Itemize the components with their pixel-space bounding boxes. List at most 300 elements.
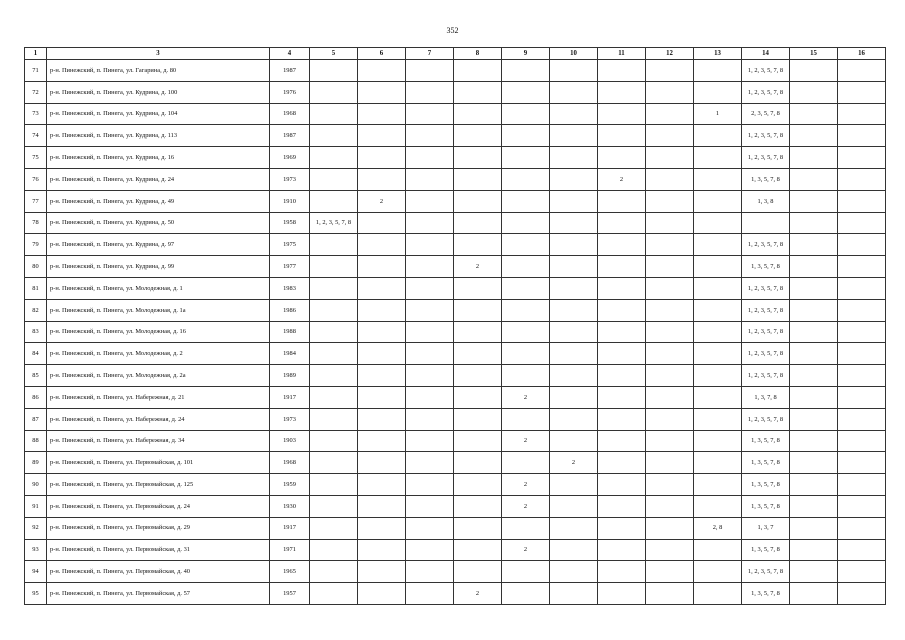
data-cell: [646, 299, 694, 321]
data-cell: [838, 561, 886, 583]
data-cell: [550, 125, 598, 147]
year-cell: 1973: [270, 408, 310, 430]
data-cell: [406, 234, 454, 256]
data-cell: [790, 583, 838, 605]
data-cell: [694, 147, 742, 169]
table-row: [25, 539, 886, 561]
data-cell: [406, 343, 454, 365]
data-cell: [406, 495, 454, 517]
year-cell: 1903: [270, 430, 310, 452]
address-cell: р-н. Пинежский, п. Пинега, ул. Первомайская, д. 29: [47, 517, 270, 539]
data-cell: [598, 256, 646, 278]
column-header: 12: [646, 48, 694, 60]
year-cell: 1917: [270, 517, 310, 539]
data-cell: [406, 256, 454, 278]
data-cell: [598, 474, 646, 496]
data-cell: [502, 60, 550, 82]
data-cell: [454, 561, 502, 583]
data-cell: [838, 539, 886, 561]
data-cell: [310, 583, 358, 605]
data-cell: [790, 452, 838, 474]
data-cell: [310, 408, 358, 430]
data-cell: [550, 539, 598, 561]
row-number-cell: 77: [25, 190, 47, 212]
data-cell: [454, 430, 502, 452]
data-cell: [646, 60, 694, 82]
data-cell: [646, 583, 694, 605]
data-cell: 1, 2, 3, 5, 7, 8: [742, 125, 790, 147]
data-cell: [406, 517, 454, 539]
data-cell: [598, 430, 646, 452]
data-cell: 2: [550, 452, 598, 474]
column-header: 5: [310, 48, 358, 60]
address-cell: р-н. Пинежский, п. Пинега, ул. Кудрина, д. 16: [47, 147, 270, 169]
data-cell: [838, 256, 886, 278]
data-cell: [550, 365, 598, 387]
data-cell: [502, 343, 550, 365]
address-cell: р-н. Пинежский, п. Пинега, ул. Кудрина, д. 99: [47, 256, 270, 278]
data-cell: [358, 583, 406, 605]
data-cell: [694, 256, 742, 278]
data-cell: [406, 81, 454, 103]
data-cell: [646, 452, 694, 474]
table-row: [25, 495, 886, 517]
data-cell: [454, 408, 502, 430]
data-cell: [790, 517, 838, 539]
data-cell: [550, 103, 598, 125]
data-cell: [310, 539, 358, 561]
data-cell: [646, 147, 694, 169]
address-cell: р-н. Пинежский, п. Пинега, ул. Первомайская, д. 40: [47, 561, 270, 583]
table-row: [25, 125, 886, 147]
data-cell: [406, 321, 454, 343]
table-row: [25, 168, 886, 190]
data-cell: [310, 147, 358, 169]
data-cell: 1, 3, 5, 7, 8: [742, 495, 790, 517]
data-cell: [454, 539, 502, 561]
data-cell: [598, 147, 646, 169]
table-row: [25, 583, 886, 605]
address-cell: р-н. Пинежский, п. Пинега, ул. Молодежная, д. 16: [47, 321, 270, 343]
data-cell: [790, 386, 838, 408]
data-cell: 1, 2, 3, 5, 7, 8: [310, 212, 358, 234]
data-cell: [790, 125, 838, 147]
address-cell: р-н. Пинежский, п. Пинега, ул. Молодежная, д. 1: [47, 277, 270, 299]
data-cell: 1, 2, 3, 5, 7, 8: [742, 60, 790, 82]
address-cell: р-н. Пинежский, п. Пинега, ул. Первомайская, д. 31: [47, 539, 270, 561]
data-cell: [694, 583, 742, 605]
data-cell: [790, 495, 838, 517]
column-header: 8: [454, 48, 502, 60]
data-cell: [598, 60, 646, 82]
table-row: [25, 103, 886, 125]
data-cell: [646, 365, 694, 387]
data-cell: [406, 561, 454, 583]
data-cell: [550, 430, 598, 452]
row-number-cell: 88: [25, 430, 47, 452]
data-cell: [646, 495, 694, 517]
data-cell: [694, 561, 742, 583]
row-number-cell: 80: [25, 256, 47, 278]
header-row: [25, 48, 886, 60]
data-cell: [790, 474, 838, 496]
data-cell: [598, 212, 646, 234]
year-cell: 1977: [270, 256, 310, 278]
data-cell: [598, 495, 646, 517]
data-cell: 2, 3, 5, 7, 8: [742, 103, 790, 125]
data-cell: [310, 234, 358, 256]
data-cell: [406, 212, 454, 234]
data-cell: [646, 103, 694, 125]
year-cell: 1988: [270, 321, 310, 343]
data-cell: [694, 299, 742, 321]
data-cell: [358, 103, 406, 125]
address-cell: р-н. Пинежский, п. Пинега, ул. Молодежная, д. 2а: [47, 365, 270, 387]
year-cell: 1968: [270, 103, 310, 125]
address-cell: р-н. Пинежский, п. Пинега, ул. Молодежная, д. 2: [47, 343, 270, 365]
data-cell: [598, 234, 646, 256]
data-cell: [790, 343, 838, 365]
data-cell: [598, 365, 646, 387]
data-cell: [550, 168, 598, 190]
data-cell: [310, 103, 358, 125]
data-cell: [598, 583, 646, 605]
data-cell: [694, 190, 742, 212]
data-cell: [646, 212, 694, 234]
data-cell: [454, 103, 502, 125]
address-cell: р-н. Пинежский, п. Пинега, ул. Первомайская, д. 57: [47, 583, 270, 605]
data-cell: [550, 495, 598, 517]
data-cell: 1, 3, 5, 7, 8: [742, 539, 790, 561]
data-cell: [790, 190, 838, 212]
data-cell: [406, 168, 454, 190]
data-cell: [502, 321, 550, 343]
data-cell: [310, 495, 358, 517]
year-cell: 1975: [270, 234, 310, 256]
data-cell: 2: [454, 256, 502, 278]
data-cell: [310, 365, 358, 387]
data-cell: 1, 3, 5, 7, 8: [742, 452, 790, 474]
data-cell: [358, 277, 406, 299]
data-cell: [790, 168, 838, 190]
table-row: [25, 343, 886, 365]
data-cell: [598, 277, 646, 299]
year-cell: 1969: [270, 147, 310, 169]
row-number-cell: 93: [25, 539, 47, 561]
address-cell: р-н. Пинежский, п. Пинега, ул. Молодежная, д. 1а: [47, 299, 270, 321]
data-cell: [742, 212, 790, 234]
data-cell: [694, 539, 742, 561]
address-cell: р-н. Пинежский, п. Пинега, ул. Кудрина, д. 100: [47, 81, 270, 103]
data-cell: [838, 60, 886, 82]
data-cell: [502, 190, 550, 212]
data-cell: [790, 365, 838, 387]
data-cell: [406, 539, 454, 561]
row-number-cell: 82: [25, 299, 47, 321]
data-cell: [310, 60, 358, 82]
data-cell: [550, 147, 598, 169]
data-cell: [454, 81, 502, 103]
data-cell: [406, 583, 454, 605]
data-cell: [790, 81, 838, 103]
data-cell: [838, 517, 886, 539]
year-cell: 1984: [270, 343, 310, 365]
data-cell: [838, 495, 886, 517]
column-header: 6: [358, 48, 406, 60]
data-cell: [358, 125, 406, 147]
address-cell: р-н. Пинежский, п. Пинега, ул. Набережная, д. 24: [47, 408, 270, 430]
column-header: 15: [790, 48, 838, 60]
table-row: [25, 299, 886, 321]
row-number-cell: 87: [25, 408, 47, 430]
data-cell: [358, 474, 406, 496]
table-row: [25, 60, 886, 82]
data-cell: [406, 277, 454, 299]
table-row: [25, 452, 886, 474]
data-cell: [694, 277, 742, 299]
data-cell: 1, 3, 5, 7, 8: [742, 430, 790, 452]
data-cell: [502, 168, 550, 190]
data-cell: [502, 277, 550, 299]
data-cell: [550, 299, 598, 321]
column-header: 3: [47, 48, 270, 60]
year-cell: 1968: [270, 452, 310, 474]
address-cell: р-н. Пинежский, п. Пинега, ул. Первомайская, д. 101: [47, 452, 270, 474]
data-cell: [406, 474, 454, 496]
data-cell: [550, 408, 598, 430]
data-cell: [838, 234, 886, 256]
data-cell: [598, 452, 646, 474]
data-cell: [358, 81, 406, 103]
year-cell: 1976: [270, 81, 310, 103]
data-cell: [406, 452, 454, 474]
data-cell: [502, 212, 550, 234]
data-cell: [454, 299, 502, 321]
data-cell: 1, 2, 3, 5, 7, 8: [742, 365, 790, 387]
page-number: 352: [446, 26, 459, 35]
data-cell: [838, 125, 886, 147]
data-cell: [694, 386, 742, 408]
data-cell: 1, 3, 5, 7, 8: [742, 168, 790, 190]
column-header: 7: [406, 48, 454, 60]
row-number-cell: 76: [25, 168, 47, 190]
data-cell: 2: [454, 583, 502, 605]
table-row: [25, 256, 886, 278]
data-cell: [694, 60, 742, 82]
data-cell: [646, 234, 694, 256]
data-cell: [454, 125, 502, 147]
data-cell: [550, 343, 598, 365]
table-row: [25, 386, 886, 408]
data-cell: [694, 452, 742, 474]
data-cell: [598, 81, 646, 103]
data-cell: [502, 517, 550, 539]
address-cell: р-н. Пинежский, п. Пинега, ул. Набережная, д. 21: [47, 386, 270, 408]
data-cell: [454, 343, 502, 365]
year-cell: 1930: [270, 495, 310, 517]
row-number-cell: 86: [25, 386, 47, 408]
data-cell: [310, 81, 358, 103]
data-cell: [790, 408, 838, 430]
year-cell: 1971: [270, 539, 310, 561]
data-cell: [694, 234, 742, 256]
table-row: [25, 430, 886, 452]
data-cell: [646, 321, 694, 343]
data-cell: [358, 343, 406, 365]
data-cell: [358, 561, 406, 583]
data-cell: [598, 386, 646, 408]
data-cell: [358, 495, 406, 517]
data-cell: [454, 277, 502, 299]
data-cell: 1, 2, 3, 5, 7, 8: [742, 277, 790, 299]
data-cell: [310, 168, 358, 190]
data-cell: 1, 2, 3, 5, 7, 8: [742, 343, 790, 365]
data-cell: [838, 365, 886, 387]
row-number-cell: 91: [25, 495, 47, 517]
data-cell: [790, 60, 838, 82]
data-cell: [310, 386, 358, 408]
data-cell: [406, 147, 454, 169]
row-number-cell: 72: [25, 81, 47, 103]
data-cell: [550, 81, 598, 103]
data-cell: [550, 190, 598, 212]
data-cell: [406, 60, 454, 82]
column-header: 10: [550, 48, 598, 60]
data-cell: [598, 343, 646, 365]
data-cell: [550, 517, 598, 539]
data-cell: [358, 299, 406, 321]
data-cell: [550, 256, 598, 278]
address-cell: р-н. Пинежский, п. Пинега, ул. Кудрина, д. 49: [47, 190, 270, 212]
data-cell: [838, 277, 886, 299]
data-cell: [454, 190, 502, 212]
data-cell: 2: [358, 190, 406, 212]
data-cell: [550, 386, 598, 408]
data-cell: [502, 452, 550, 474]
data-cell: [454, 234, 502, 256]
data-cell: [790, 539, 838, 561]
data-cell: [838, 81, 886, 103]
data-cell: 1, 3, 7, 8: [742, 386, 790, 408]
data-cell: [454, 168, 502, 190]
table-row: [25, 147, 886, 169]
data-cell: [838, 190, 886, 212]
data-cell: [310, 277, 358, 299]
data-cell: [358, 539, 406, 561]
data-cell: [598, 103, 646, 125]
data-cell: [358, 256, 406, 278]
data-cell: [454, 474, 502, 496]
data-cell: [694, 430, 742, 452]
data-cell: [598, 125, 646, 147]
data-cell: [406, 386, 454, 408]
data-cell: 2: [502, 430, 550, 452]
data-cell: [694, 474, 742, 496]
table-row: [25, 321, 886, 343]
data-cell: [406, 365, 454, 387]
data-cell: [694, 321, 742, 343]
housing-register-table: [24, 47, 886, 605]
data-cell: 1, 3, 7: [742, 517, 790, 539]
year-cell: 1910: [270, 190, 310, 212]
data-cell: 1, 3, 8: [742, 190, 790, 212]
data-cell: [358, 234, 406, 256]
data-cell: 1: [694, 103, 742, 125]
data-cell: [838, 452, 886, 474]
year-cell: 1987: [270, 125, 310, 147]
row-number-cell: 95: [25, 583, 47, 605]
address-cell: р-н. Пинежский, п. Пинега, ул. Первомайская, д. 125: [47, 474, 270, 496]
data-cell: [310, 125, 358, 147]
row-number-cell: 92: [25, 517, 47, 539]
year-cell: 1958: [270, 212, 310, 234]
data-cell: [694, 343, 742, 365]
data-cell: [358, 147, 406, 169]
data-cell: [502, 234, 550, 256]
column-header: 16: [838, 48, 886, 60]
year-cell: 1983: [270, 277, 310, 299]
data-cell: [838, 147, 886, 169]
data-cell: [310, 452, 358, 474]
data-cell: [646, 386, 694, 408]
data-cell: [838, 103, 886, 125]
year-cell: 1986: [270, 299, 310, 321]
data-cell: [598, 190, 646, 212]
data-cell: [310, 561, 358, 583]
table-row: [25, 408, 886, 430]
data-cell: [310, 256, 358, 278]
data-cell: 2, 8: [694, 517, 742, 539]
data-cell: [550, 60, 598, 82]
row-number-cell: 83: [25, 321, 47, 343]
data-cell: [454, 365, 502, 387]
data-cell: 1, 2, 3, 5, 7, 8: [742, 561, 790, 583]
address-cell: р-н. Пинежский, п. Пинега, ул. Кудрина, д. 113: [47, 125, 270, 147]
table-row: [25, 517, 886, 539]
data-cell: [550, 277, 598, 299]
table-row: [25, 190, 886, 212]
data-cell: [694, 408, 742, 430]
data-cell: [550, 583, 598, 605]
row-number-cell: 84: [25, 343, 47, 365]
data-cell: [838, 386, 886, 408]
data-cell: 2: [502, 495, 550, 517]
data-cell: [550, 212, 598, 234]
data-cell: [358, 212, 406, 234]
data-cell: [550, 474, 598, 496]
data-cell: [790, 299, 838, 321]
data-cell: [646, 430, 694, 452]
data-cell: [646, 343, 694, 365]
data-cell: [358, 365, 406, 387]
data-cell: [598, 321, 646, 343]
year-cell: 1973: [270, 168, 310, 190]
row-number-cell: 89: [25, 452, 47, 474]
data-cell: [694, 365, 742, 387]
row-number-cell: 85: [25, 365, 47, 387]
data-cell: [838, 343, 886, 365]
data-cell: [358, 452, 406, 474]
row-number-cell: 79: [25, 234, 47, 256]
data-cell: 2: [598, 168, 646, 190]
row-number-cell: 71: [25, 60, 47, 82]
row-number-cell: 94: [25, 561, 47, 583]
data-cell: [598, 561, 646, 583]
data-cell: [502, 147, 550, 169]
data-cell: [502, 365, 550, 387]
data-cell: 1, 3, 5, 7, 8: [742, 474, 790, 496]
data-cell: [646, 561, 694, 583]
